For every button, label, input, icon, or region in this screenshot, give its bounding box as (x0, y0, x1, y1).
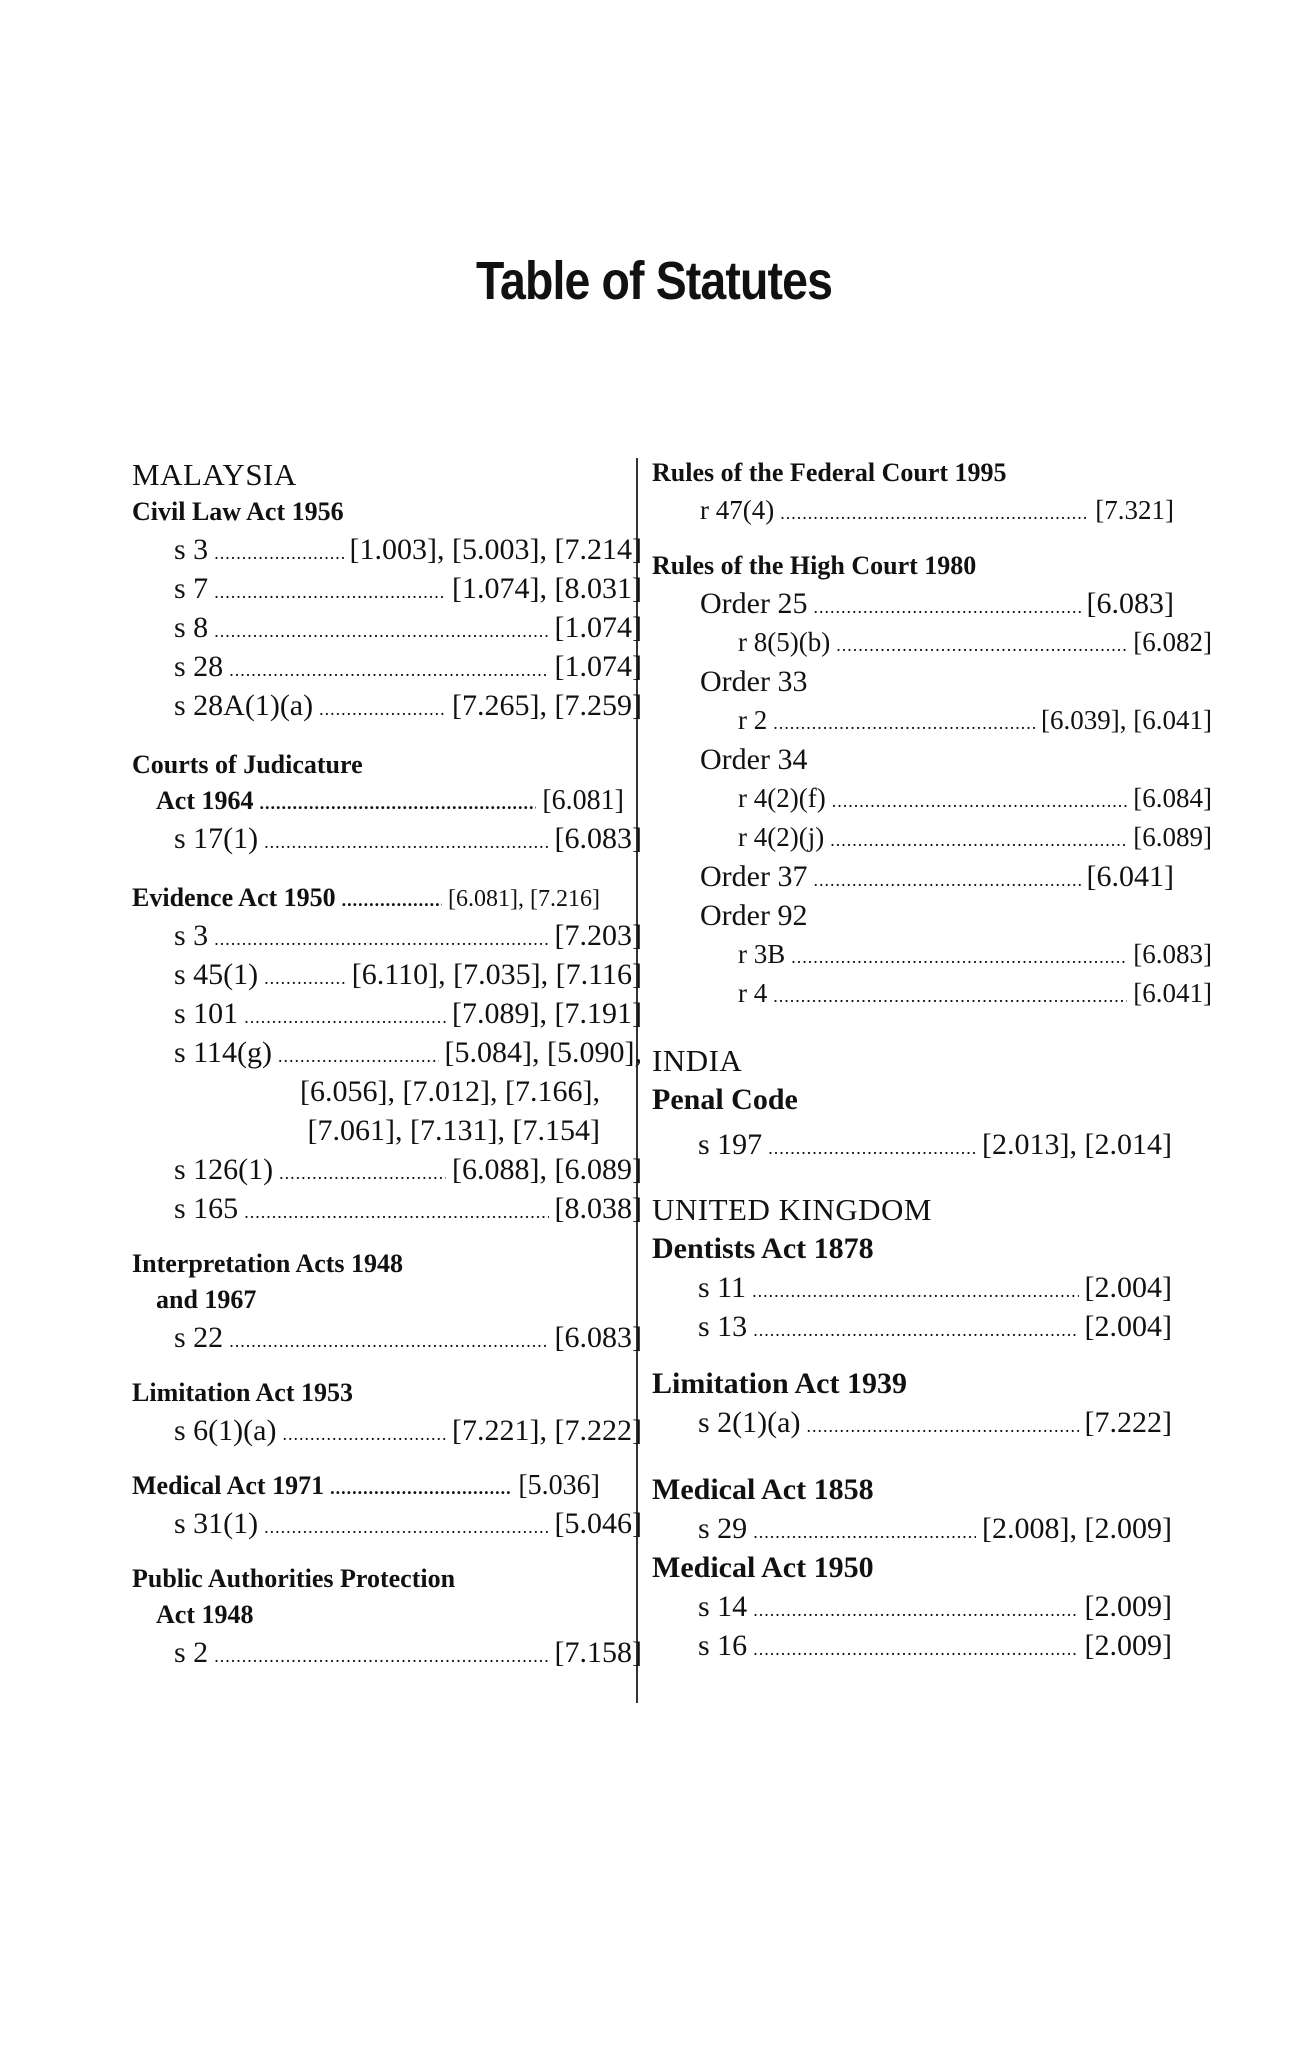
act-title-text: Evidence Act 1950 (132, 883, 336, 912)
act-title: Medical Act 1858 (652, 1473, 874, 1506)
left-column (132, 455, 642, 1672)
act-title (132, 1468, 600, 1504)
entry-ref: [6.083] (554, 822, 642, 855)
act-title: Medical Act 1950 (652, 1551, 874, 1584)
entry-ref: [7.265], [7.259] (452, 689, 642, 722)
entry-label: s 2(1)(a) (698, 1406, 801, 1439)
entry-ref: [6.088], [6.089] (452, 1153, 642, 1186)
statute-entry (132, 530, 642, 569)
act-title: Interpretation Acts 1948 (132, 1249, 404, 1278)
leader-dots (830, 821, 1127, 860)
entry-ref: [1.074] (554, 650, 642, 683)
entry-ref: [6.041] (1133, 978, 1212, 1008)
entry-label: s 197 (698, 1128, 763, 1161)
entry-label: s 28A(1)(a) (174, 689, 314, 722)
right-column (652, 455, 1212, 1665)
entry-ref: [2.009] (1084, 1590, 1172, 1623)
entry-label: s 2 (174, 1636, 209, 1669)
country-heading: UNITED KINGDOM (652, 1192, 932, 1227)
entry-ref: [2.009] (1084, 1629, 1172, 1662)
leader-dots (282, 1415, 446, 1454)
statute-entry (132, 1411, 642, 1450)
order-entry (652, 857, 1174, 896)
entry-ref: [7.222] (1084, 1406, 1172, 1439)
entry-ref: [7.089], [7.191] (452, 997, 642, 1030)
leader-dots (773, 977, 1127, 1016)
act-title: Limitation Act 1953 (132, 1378, 353, 1407)
statute-entry (652, 1307, 1172, 1346)
entry-ref: [6.089] (1133, 822, 1212, 852)
leader-dots (244, 998, 446, 1037)
leader-dots (264, 1508, 548, 1547)
entry-ref: [6.083] (1086, 587, 1174, 620)
entry-label: s 114(g) (174, 1036, 273, 1069)
act-title: Penal Code (652, 1083, 798, 1116)
entry-label: s 11 (698, 1271, 747, 1304)
entry-ref: [7.321] (1095, 495, 1174, 525)
act-title: Civil Law Act 1956 (132, 497, 344, 526)
act-title (132, 880, 600, 916)
entry-label: r 2 (738, 705, 768, 735)
entry-ref: [6.083] (1133, 939, 1212, 969)
entry-label: r 47(4) (700, 495, 775, 525)
act-title-continued (132, 783, 624, 819)
rule-entry (652, 701, 1212, 740)
act-title: Courts of Judicature (132, 750, 363, 779)
entry-ref: [6.081] (542, 785, 624, 816)
statute-entry (132, 647, 642, 686)
entry-ref: [8.038] (554, 1192, 642, 1225)
statute-entry (652, 1125, 1172, 1164)
act-title-continued: Act 1948 (156, 1600, 254, 1629)
entry-ref: [6.039], [6.041] (1041, 705, 1212, 735)
leader-dots (753, 1630, 1078, 1669)
rule-entry (652, 779, 1212, 818)
leader-dots (753, 1513, 976, 1552)
entry-ref: [1.074] (554, 611, 642, 644)
statute-entry (132, 608, 642, 647)
rule-entry (652, 935, 1212, 974)
entry-label: s 17(1) (174, 822, 259, 855)
entry-label: s 3 (174, 919, 209, 952)
entry-ref: [6.081], [7.216] (448, 886, 600, 912)
statute-entry (132, 1033, 642, 1072)
leader-dots (791, 938, 1127, 977)
entry-ref: [7.158] (554, 1636, 642, 1669)
order-entry (652, 584, 1174, 623)
statute-entry (132, 686, 642, 725)
leader-dots (753, 1311, 1078, 1350)
leader-dots (279, 1154, 446, 1193)
act-title: Rules of the High Court 1980 (652, 551, 977, 580)
leader-dots (214, 920, 548, 959)
entry-label: s 165 (174, 1192, 239, 1225)
leader-dots (229, 651, 548, 690)
entry-ref: [1.074], [8.031] (452, 572, 642, 605)
leader-dots (229, 1322, 548, 1361)
entry-label: s 3 (174, 533, 209, 566)
statute-entry (652, 491, 1174, 530)
entry-label: r 4(2)(j) (738, 822, 825, 852)
rule-entry (652, 623, 1212, 662)
act-title: Limitation Act 1939 (652, 1367, 907, 1400)
statute-entry (652, 1587, 1172, 1626)
leader-dots (330, 1470, 512, 1506)
leader-dots (214, 1637, 548, 1676)
leader-dots (264, 959, 346, 998)
statute-entry (132, 569, 642, 608)
act-title: Public Authorities Protection (132, 1564, 456, 1593)
entry-label: Order 37 (700, 860, 808, 893)
statute-entry (132, 1189, 642, 1228)
statute-entry (132, 994, 642, 1033)
leader-dots (752, 1272, 1078, 1311)
entry-ref: [1.003], [5.003], [7.214] (349, 533, 642, 566)
leader-dots (259, 785, 536, 821)
entry-ref: [5.084], [5.090], (444, 1036, 642, 1069)
act-title-cont: Act 1964 (156, 786, 254, 815)
statute-entry (132, 955, 642, 994)
leader-dots (836, 626, 1127, 665)
entry-ref-continued: [6.056], [7.012], [7.166], (300, 1075, 600, 1108)
country-heading: INDIA (652, 1043, 743, 1078)
entry-label: s 13 (698, 1310, 748, 1343)
leader-dots (214, 534, 343, 573)
country-heading: MALAYSIA (132, 457, 297, 492)
rule-entry (652, 974, 1212, 1013)
entry-label: r 4(2)(f) (738, 783, 826, 813)
leader-dots (342, 882, 442, 918)
statute-entry (132, 1318, 642, 1357)
leader-dots (813, 588, 1080, 627)
leader-dots (264, 823, 548, 862)
order-heading: Order 33 (700, 665, 808, 698)
entry-ref: [7.203] (554, 919, 642, 952)
entry-ref: [6.041] (1086, 860, 1174, 893)
statute-entry (132, 1633, 642, 1672)
leader-dots (832, 782, 1128, 821)
entry-label: s 126(1) (174, 1153, 274, 1186)
entry-ref: [6.110], [7.035], [7.116] (351, 958, 642, 991)
entry-label: s 22 (174, 1321, 224, 1354)
entry-label: s 28 (174, 650, 224, 683)
entry-ref: [5.046] (554, 1507, 642, 1540)
entry-label: s 29 (698, 1512, 748, 1545)
leader-dots (319, 690, 446, 729)
leader-dots (214, 612, 548, 651)
entry-ref: [7.221], [7.222] (452, 1414, 642, 1447)
entry-ref: [6.084] (1133, 783, 1212, 813)
leader-dots (244, 1193, 548, 1232)
act-title-text: Medical Act 1971 (132, 1471, 325, 1500)
entry-ref: [6.083] (554, 1321, 642, 1354)
leader-dots (806, 1407, 1078, 1446)
act-title: Dentists Act 1878 (652, 1232, 874, 1265)
entry-ref: [6.082] (1133, 627, 1212, 657)
entry-label: r 4 (738, 978, 768, 1008)
entry-label: s 31(1) (174, 1507, 259, 1540)
leader-dots (278, 1037, 438, 1076)
statute-entry (132, 1504, 642, 1543)
statute-entry (132, 819, 642, 858)
order-heading: Order 34 (700, 743, 808, 776)
entry-label: r 3B (738, 939, 786, 969)
statute-entry (652, 1268, 1172, 1307)
entry-label: s 101 (174, 997, 239, 1030)
entry-ref: [2.004] (1084, 1310, 1172, 1343)
statute-entry (132, 1150, 642, 1189)
leader-dots (753, 1591, 1078, 1630)
entry-label: r 8(5)(b) (738, 627, 831, 657)
order-heading: Order 92 (700, 899, 808, 932)
entry-ref: [2.004] (1084, 1271, 1172, 1304)
page-title: Table of Statutes (475, 251, 833, 311)
statute-entry (652, 1403, 1172, 1442)
entry-ref: [2.013], [2.014] (982, 1128, 1172, 1161)
leader-dots (768, 1129, 976, 1168)
act-title-continued: and 1967 (156, 1285, 257, 1314)
entry-ref: [2.008], [2.009] (982, 1512, 1172, 1545)
entry-label: s 16 (698, 1629, 748, 1662)
leader-dots (773, 704, 1035, 743)
entry-label: s 8 (174, 611, 209, 644)
leader-dots (813, 861, 1080, 900)
entry-ref-continued: [7.061], [7.131], [7.154] (307, 1114, 600, 1147)
entry-label: Order 25 (700, 587, 808, 620)
leader-dots (780, 494, 1089, 533)
entry-label: s 6(1)(a) (174, 1414, 277, 1447)
statute-entry (652, 1509, 1172, 1548)
entry-label: s 45(1) (174, 958, 259, 991)
rule-entry (652, 818, 1212, 857)
act-title: Rules of the Federal Court 1995 (652, 458, 1007, 487)
statute-entry (652, 1626, 1172, 1665)
statute-entry (132, 916, 642, 955)
leader-dots (214, 573, 446, 612)
entry-ref: [5.036] (518, 1470, 600, 1501)
entry-label: s 14 (698, 1590, 748, 1623)
entry-label: s 7 (174, 572, 209, 605)
